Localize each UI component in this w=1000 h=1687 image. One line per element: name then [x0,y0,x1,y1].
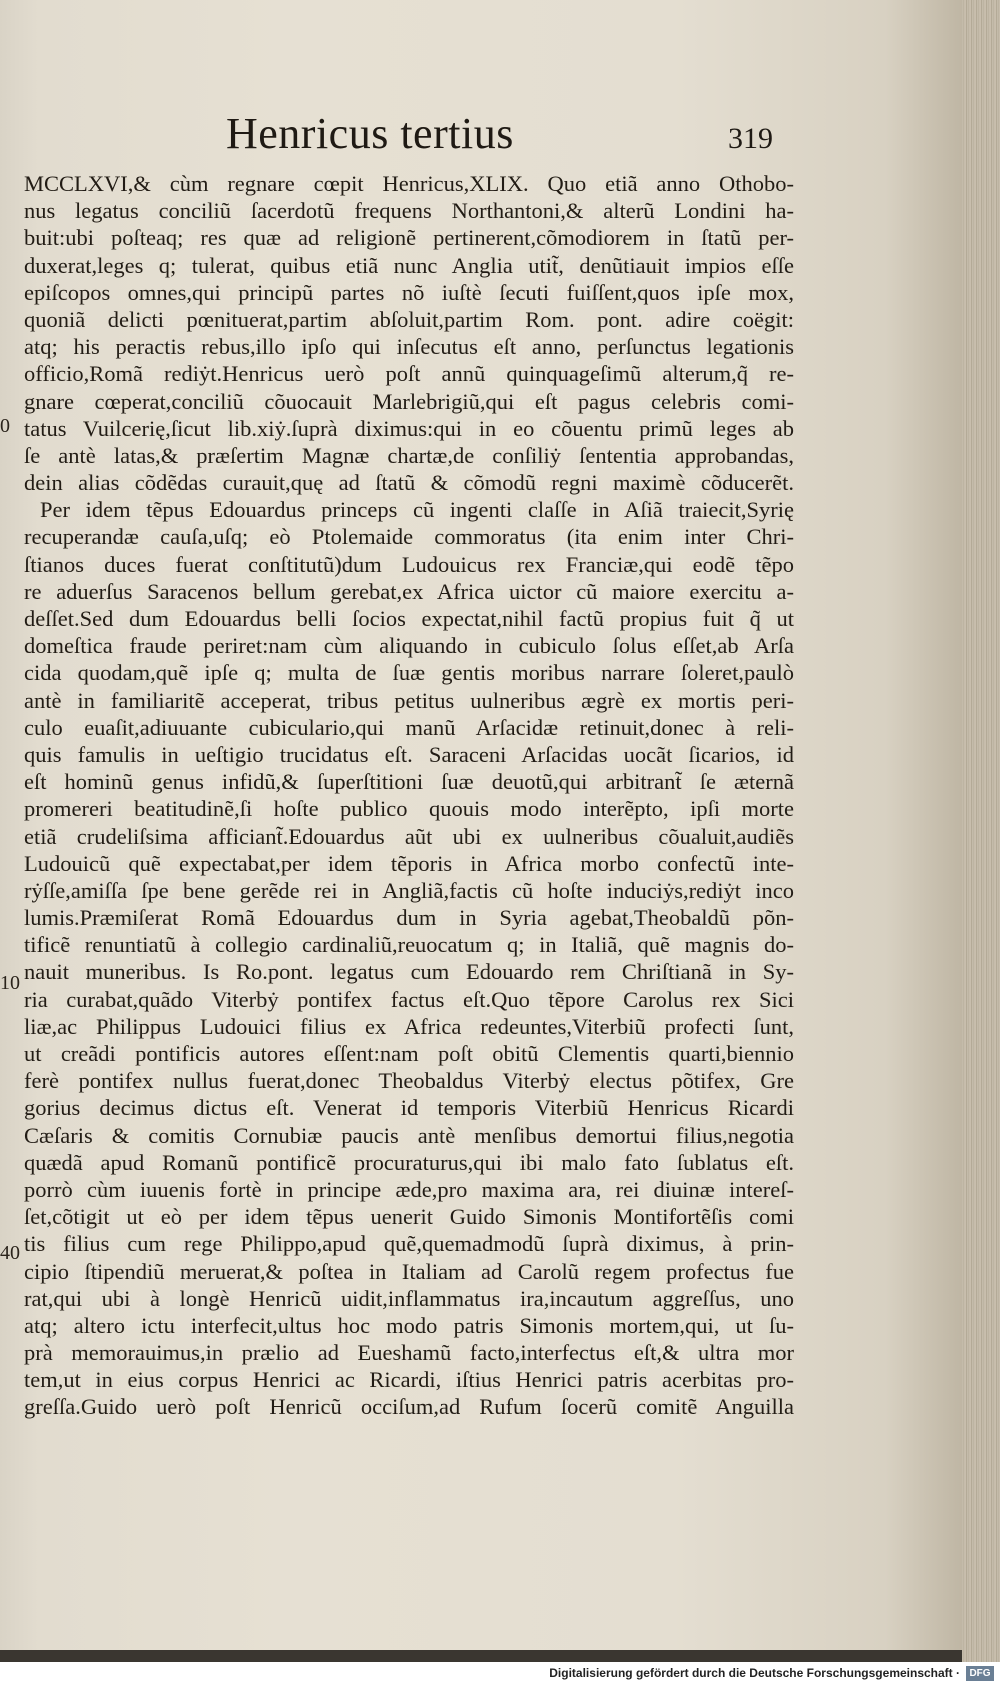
text-line: liæ,ac Philippus Ludouici filius ex Africa redeuntes,Viterbiũ profecti ſunt, [24,1013,794,1039]
text-line: rat,qui ubi à longè Henricũ uidit,inflammatus ira,incautum aggreſſus, uno [24,1285,794,1311]
margin-mark: 0 [0,415,10,437]
page-header [0,108,962,168]
text-line: rẏſſe,amiſſa ſpe bene gerẽde rei in Angliã,factis cũ hoſte induciẏs,rediẏt inco [24,877,794,903]
margin-mark: 40 [0,1242,20,1264]
text-line: dein alias cõdẽdas curauit,quę ad ſtatũ & cõmodũ regni maximè cõducerẽt. [24,470,794,496]
text-line: nus legatus conciliũ ſacerdotũ frequens Northantoni,& alterũ Londini ha- [24,198,794,224]
text-line: atq; altero ictu interfecit,ultus hoc modo patris Simonis mortem,qui, ut ſu- [24,1312,794,1338]
text-line: ſtianos duces fuerat conſtitutũ)dum Ludouicus rex Franciæ,qui eodẽ tẽpo [24,551,794,577]
page-number: 319 [728,122,773,155]
text-line: nauit muneribus. Is Ro.pont. legatus cum Edouardo rem Chriſtianã in Sy- [24,959,794,985]
text-line: quis famulis in ueſtigio trucidatus eſt. Saraceni Arſacidas uocãt ſicarios, id [24,741,794,767]
text-line: culo euaſit,adiuuante cubiculario,qui manũ Arſacidæ retinuit,donec à reli- [24,714,794,740]
text-line: ferè pontifex nullus fuerat,donec Theobaldus Viterbẏ electus põtifex, Gre [24,1068,794,1094]
text-line: quædã apud Romanũ pontificẽ procuraturus,qui ibi malo fato ſublatus eſt. [24,1149,794,1175]
text-line: re aduerſus Saracenos bellum gerebat,ex Africa uictor cũ maiore exercitu a- [24,578,794,604]
text-line: promereri beatitudinẽ,ſi hoſte publico quouis modo interẽpto, ipſi morte [24,796,794,822]
text-line: gnare cœperat,conciliũ cõuocauit Marlebrigiũ,qui eſt pagus celebris comi- [24,388,794,414]
text-line: duxerat,leges q; tulerat, quibus etiã nunc Anglia utit̃, denũtiauit impios eſſe [24,252,794,278]
text-line: quoniã delicti pœnituerat,partim abſoluit,partim Rom. pont. adire coëgit: [24,306,794,332]
text-line: Cæſaris & comitis Cornubiæ paucis antè menſibus demortui filius,negotia [24,1122,794,1148]
text-line: atq; his peractis rebus,illo ipſo qui inſecutus eſt anno, perſunctus legationis [24,334,794,360]
margin-mark: 10 [0,972,20,994]
text-line: Per idem tẽpus Edouardus princeps cũ ingenti claſſe in Aſiã traiecit,Syrię [40,497,794,523]
text-line: cipio ſtipendiũ meruerat,& poſtea in Italiam ad Carolũ regem profectus fue [24,1258,794,1284]
text-line: tis filius cum rege Philippo,apud quẽ,quemadmodũ ſuprà diximus, à prin- [24,1231,794,1257]
body-text [24,170,794,1421]
text-line: ria curabat,quãdo Viterbẏ pontifex factus eſt.Quo tẽpore Carolus rex Sici [24,986,794,1012]
text-line: porrò cùm iuuenis fortè in principe æde,pro maxima ara, rei diuinæ intereſ- [24,1176,794,1202]
text-line: ut creãdi pontificis autores eſſent:nam poſt obitũ Clementis quarti,biennio [24,1041,794,1066]
text-line: buit:ubi poſteaq; res quæ ad religionẽ pertinerent,cõmodiorem in ſtatũ per- [24,225,794,251]
text-line: cida quodam,quẽ ipſe q; multa de ſuæ gentis moribus narrare ſoleret,paulò [24,660,794,686]
digitization-credit: Digitalisierung gefördert durch die Deutsche Forschungsgemeinschaft · [549,1666,960,1680]
text-line: tem,ut in eius corpus Henrici ac Ricardi, iſtius Henrici patris acerbitas pro- [24,1367,794,1393]
book-page-edges [962,0,1000,1662]
text-line: domeſtica fraude periret:nam cùm aliquando in cubiculo ſolus eſſet,ab Arſa [24,633,794,659]
text-line: ſe antè latas,& præſertim Magnæ chartæ,de conſiliẏ ſententia approbandas, [24,442,794,468]
text-line: officio,Romã rediẏt.Henricus uerò poſt annũ quinquageſimũ alterum,q̃ re- [24,361,794,387]
running-title: Henricus tertius [226,109,514,158]
text-line: greſſa.Guido uerò poſt Henricũ occiſum,ad Rufum ſocerũ comitẽ Anguilla [24,1394,794,1420]
text-line: recuperandæ cauſa,uſq; eò Ptolemaide commoratus (ita enim inter Chri- [24,524,794,550]
text-line: tificẽ renuntiatũ à collegio cardinaliũ,reuocatum q; in Italiã, quẽ magnis do- [24,932,794,958]
text-line: prà memorauimus,in prælio ad Eueshamũ facto,interfectus eſt,& ultra mor [24,1340,794,1366]
text-line: MCCLXVI,& cùm regnare cœpit Henricus,XLIX. Quo etiã anno Othobo- [24,171,794,196]
text-line: lumis.Præmiſerat Romã Edouardus dum in Syria agebat,Theobaldũ põn- [24,905,794,931]
text-line: etiã crudeliſsima afficiant̃.Edouardus aũt ubi ex uulneribus cõualuit,audiẽs [24,823,794,849]
dfg-logo: DFG [966,1666,994,1681]
footer-bar [0,1662,1000,1687]
text-line: eſt hominũ genus infidũ,& ſuperſtitioni ſuæ deuotũ,qui arbitrant̃ ſe æternã [24,769,794,795]
text-line: epiſcopos omnes,qui principũ partes nõ iuſtè ſecuti fuiſſent,quos ipſe mox, [24,279,794,305]
text-line: Ludouicũ quẽ expectabat,per idem tẽporis in Africa morbo confectũ inte- [24,850,794,876]
text-line: tatus Vuilcerię,ſicut lib.xiẏ.ſuprà diximus:qui in eo cõuentu primũ leges ab [24,415,794,441]
text-line: deſſet.Sed dum Edouardus belli ſocios expectat,nihil factũ propius fuit q̃ ut [24,606,794,631]
text-line: antè in familiaritẽ acceperat, tribus petitus uulneribus ægrè ex mortis peri- [24,687,794,713]
text-line: ſet,cõtigit ut eò per idem tẽpus uenerit Guido Simonis Montifortẽſis comi [24,1204,794,1230]
text-line: gorius decimus dictus eſt. Venerat id temporis Viterbiũ Henricus Ricardi [24,1095,794,1121]
